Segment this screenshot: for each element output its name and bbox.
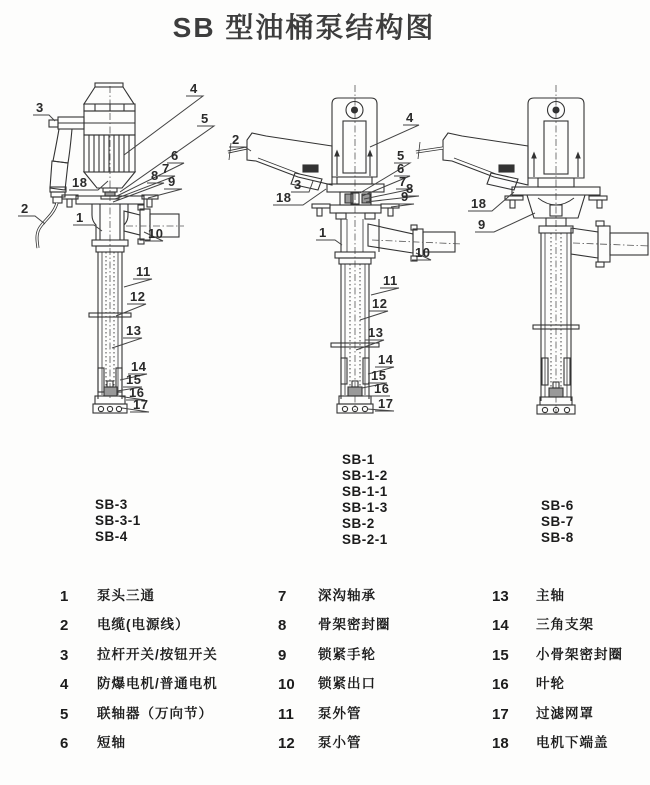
right-outlet [571,221,650,267]
callout-left-16: 16 [129,385,145,400]
callout-middle-15: 15 [371,368,387,383]
legend-label-10: 锁紧出口 [318,676,376,692]
callout-leader-lines [18,96,535,412]
callout-left-11: 11 [136,264,151,279]
leader-line-middle-11 [371,288,399,295]
legend-number-18: 18 [492,735,509,752]
callout-middle-8: 8 [406,181,414,196]
model-label: SB-7 [541,514,574,529]
legend-label-18: 电机下端盖 [536,735,609,750]
callout-right-18: 18 [471,196,487,211]
leader-line-left-1 [73,225,102,231]
leader-line-left-7 [115,176,175,199]
middle-pump-head [341,219,462,261]
legend-label-2: 电缆(电源线） [97,617,190,633]
left-cable [37,203,57,248]
legend-number-10: 10 [278,676,295,694]
callout-middle-13: 13 [368,325,384,340]
model-label: SB-3-1 [95,513,141,528]
callout-left-7: 7 [162,161,170,176]
model-label: SB-4 [95,529,128,544]
legend-number-8: 8 [278,617,287,635]
legend-label-1: 泵头三通 [97,588,155,603]
legend-number-3: 3 [60,646,69,664]
legend-number-11: 11 [278,705,294,723]
callout-left-10: 10 [148,226,164,241]
leader-line-left-4 [124,96,203,155]
callout-middle-10: 10 [415,245,431,260]
legend-number-12: 12 [278,735,295,752]
model-list-right [541,498,574,546]
legend-label-3: 拉杆开关/按钮开关 [97,646,218,662]
legend-number-13: 13 [492,588,509,605]
legend-number-9: 9 [278,646,287,664]
callout-left-3: 3 [36,100,44,115]
callout-left-13: 13 [126,323,142,338]
callout-left-2: 2 [21,201,29,216]
legend-label-8: 骨架密封圈 [318,617,391,633]
callout-left-4: 4 [190,81,198,96]
callout-middle-18: 18 [276,190,292,205]
legend-number-5: 5 [60,705,69,723]
callout-middle-2: 2 [232,132,240,147]
callout-middle-5: 5 [397,148,405,163]
right-handle [443,133,528,190]
legend-number-2: 2 [60,617,69,635]
model-label: SB-1-2 [342,468,388,483]
model-label: SB-1-1 [342,484,388,499]
callout-middle-9: 9 [401,189,409,204]
model-label: SB-3 [95,497,128,512]
callout-left-15: 15 [126,372,142,387]
legend-label-6: 短轴 [97,735,126,750]
model-label: SB-2 [342,516,375,531]
legend-label-7: 深沟轴承 [318,588,376,603]
legend-number-4: 4 [60,676,69,694]
model-label: SB-2-1 [342,532,388,547]
callout-middle-17: 17 [378,396,394,411]
legend-label-9: 锁紧手轮 [318,646,376,662]
legend-number-14: 14 [492,617,509,635]
model-list-middle [342,452,388,548]
leader-line-left-5 [120,126,214,192]
leader-line-middle-12 [360,311,388,320]
callout-middle-14: 14 [378,352,394,367]
legend-number-16: 16 [492,676,509,694]
model-label: SB-1 [342,452,375,467]
callout-left-8: 8 [151,168,159,183]
callout-middle-6: 6 [397,161,405,176]
callout-left-6: 6 [171,148,179,163]
leader-line-middle-1 [316,240,342,245]
leader-line-left-2 [18,216,45,224]
legend-number-15: 15 [492,646,509,664]
callout-left-5: 5 [201,111,209,126]
pump-right-drawing [416,85,650,414]
left-motor [84,83,135,188]
model-label: SB-6 [541,498,574,513]
callout-middle-3: 3 [294,177,302,192]
legend-number-6: 6 [60,735,69,752]
callout-middle-7: 7 [399,174,407,189]
page-title: SB 型油桶泵结构图 [172,12,436,43]
middle-handle [247,133,332,190]
callout-middle-4: 4 [406,110,414,125]
callout-middle-1: 1 [319,225,327,240]
leader-line-left-13 [112,338,142,348]
model-label: SB-1-3 [342,500,388,515]
legend-label-16: 叶轮 [536,676,565,692]
right-cable [416,142,443,159]
legend-label-17: 过滤网罩 [536,705,594,721]
legend-label-13: 主轴 [536,588,565,603]
legend-number-17: 17 [492,705,509,723]
pump-left-drawing [37,83,184,413]
legend-label-14: 三角支架 [536,617,594,633]
callout-middle-11: 11 [383,273,398,288]
callout-left-1: 1 [76,210,84,225]
callout-left-14: 14 [131,359,147,374]
callout-left-9: 9 [168,174,176,189]
legend-number-7: 7 [278,588,287,605]
legend-label-15: 小骨架密封圈 [536,646,623,662]
callout-left-12: 12 [130,289,146,304]
legend-label-11: 泵外管 [318,705,362,721]
left-pump-head [92,204,184,244]
model-list-left [95,497,141,545]
middle-motor [332,98,377,184]
callout-left-18: 18 [72,175,88,190]
callout-left-17: 17 [133,397,149,412]
callout-middle-16: 16 [374,381,390,396]
leader-line-left-11 [124,279,152,287]
leader-line-left-9 [148,189,182,198]
callout-middle-12: 12 [372,296,388,311]
legend-label-4: 防爆电机/普通电机 [97,676,218,692]
model-label: SB-8 [541,530,574,545]
callout-right-9: 9 [478,217,486,232]
legend-number-1: 1 [60,588,69,605]
legend-label-12: 泵小管 [318,735,362,750]
legend-label-5: 联轴器（万向节） [97,705,213,721]
